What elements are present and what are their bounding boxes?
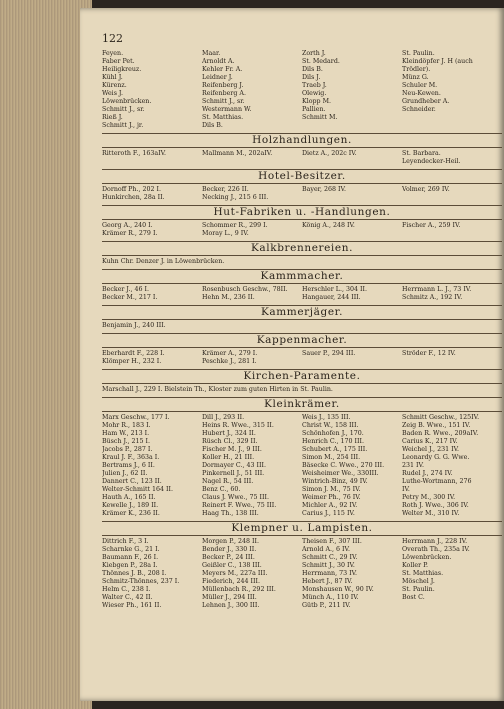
directory-row <box>102 186 502 194</box>
directory-entry: Pinkernell J., 51 III. <box>202 470 265 477</box>
directory-entry: St. Barbara. <box>402 150 441 157</box>
directory-entry: Heins R. Wwe., 315 II. <box>202 422 274 429</box>
directory-entry: Dils B. <box>202 122 223 129</box>
directory-entry: Kleindöpfer J. H (auch <box>402 58 473 65</box>
directory-entry: Dornoff Ph., 202 I. <box>102 186 161 193</box>
directory-entry: Feyen. <box>102 50 124 57</box>
directory-entry <box>402 194 502 202</box>
directory-entry: Geißler C., 138 III. <box>202 562 262 569</box>
directory-entry: Claus J. Wwe., 75 III. <box>202 494 269 501</box>
directory-entry: Theisen F., 307 III. <box>302 538 362 545</box>
section-note: Kuhn Chr. Denzer J. in Löwenbrücken. <box>102 258 225 265</box>
directory-entry: Georg A., 240 I. <box>102 222 153 229</box>
directory-row <box>102 158 502 166</box>
directory-row <box>102 286 502 294</box>
section-divider <box>102 283 502 284</box>
directory-entry: Grundheber A. <box>402 98 450 105</box>
directory-entry: Becker M., 217 I. <box>102 294 158 301</box>
directory-entry: Krämer A., 279 I. <box>202 350 258 357</box>
directory-entry: Benz C., 60. <box>202 486 241 493</box>
directory-row <box>102 586 502 594</box>
directory-entry <box>302 322 402 330</box>
directory-entry: Weis J., 135 III. <box>302 414 351 421</box>
directory-entry: Dannert C., 123 II. <box>102 478 162 485</box>
directory-entry: St. Matthias. <box>202 114 244 121</box>
directory-entry: Löwenbrücken. <box>102 98 152 105</box>
directory-entry: Schmitt J., sr. <box>202 98 245 105</box>
directory-row <box>102 494 502 502</box>
directory-entry: Hehn M., 236 II. <box>202 294 255 301</box>
directory-entry: Schmitz A., 192 IV. <box>402 294 463 301</box>
directory-entry: Bender J., 330 II. <box>202 546 257 553</box>
directory-entry <box>402 322 502 330</box>
directory-entry: Schmitt J., 30 IV. <box>302 562 355 569</box>
section-title-kalkbrennereien: Kalkbrennereien. <box>250 242 354 254</box>
directory-entry: St. Matthias. <box>402 570 444 577</box>
directory-row <box>102 546 502 554</box>
section-divider <box>102 183 502 184</box>
directory-entry <box>302 158 402 166</box>
directory-row <box>102 74 502 82</box>
directory-row <box>102 486 502 494</box>
directory-entry: Westermann W. <box>202 106 252 113</box>
directory-entry: Nagel R., 54 III. <box>202 478 254 485</box>
directory-entry: Kewelle J., 189 II. <box>102 502 159 509</box>
directory-entry: Roth J. Wwe., 306 IV. <box>402 502 469 509</box>
directory-entry: Becker, 226 II. <box>202 186 249 193</box>
directory-row <box>102 554 502 562</box>
directory-entry: Monshausen W., 90 IV. <box>302 586 374 593</box>
section-title-kleinkr-mer: Kleinkrämer. <box>264 398 340 410</box>
directory-entry: Gütb P., 211 IV. <box>302 602 351 609</box>
directory-entry: Heiligkreuz. <box>102 66 142 73</box>
section-divider <box>102 411 502 412</box>
directory-entry: Faber Pet. <box>102 58 135 65</box>
directory-row <box>102 438 502 446</box>
directory-entry: Krämer K., 236 II. <box>102 510 160 517</box>
directory-entry <box>202 158 302 166</box>
directory-row <box>102 222 502 230</box>
section-title-klempner-u-lampisten: Klempner u. Lampisten. <box>231 522 373 534</box>
directory-row <box>102 114 502 122</box>
section-title-kirchen-paramente: Kirchen-Paramente. <box>243 370 361 382</box>
directory-entry: Fischer M. J., 9 III. <box>202 446 262 453</box>
section-title-holzhandlungen: Holzhandlungen. <box>252 134 352 146</box>
section-divider <box>102 383 502 384</box>
directory-entry <box>302 230 402 238</box>
directory-row <box>102 294 502 302</box>
directory-entry: Klopp M. <box>302 98 332 105</box>
directory-entry: Henrich C., 170 III. <box>302 438 364 445</box>
directory-entry: Rieß J. <box>102 114 123 121</box>
directory-row <box>102 454 502 462</box>
directory-entry: Lehnen J., 300 III. <box>202 602 260 609</box>
directory-entry: Olewig. <box>302 90 327 97</box>
directory-entry: Leyendecker-Heil. <box>402 158 461 165</box>
directory-entry: Möschel J. <box>402 578 435 585</box>
directory-entry: Neu-Kewen. <box>402 90 441 97</box>
directory-entry: Hangauer, 244 III. <box>302 294 361 301</box>
directory-entry: Mohr R., 183 I. <box>102 422 151 429</box>
directory-row <box>102 150 502 158</box>
directory-row <box>102 350 502 358</box>
directory-entry: Koller H., 21 III. <box>202 454 255 461</box>
directory-entry: Christ W., 158 III. <box>302 422 359 429</box>
directory-entry: Meyers M., 227a III. <box>202 570 268 577</box>
directory-entry: Zeig B. Wwe., 151 IV. <box>402 422 471 429</box>
directory-row <box>102 470 502 478</box>
directory-entry <box>302 122 402 130</box>
directory-entry: Kehler Fr. A. <box>202 66 243 73</box>
directory-entry: Thönnes J. B., 208 I. <box>102 570 167 577</box>
directory-entry: St. Paulin. <box>402 586 435 593</box>
directory-entry: Leidner J. <box>202 74 233 81</box>
directory-entry: Leonardy G. G. Wwe. <box>402 454 470 461</box>
section-divider <box>102 219 502 220</box>
directory-entry: Schubert A., 175 III. <box>302 446 368 453</box>
directory-entry: Ströder F., 12 IV. <box>402 350 456 357</box>
directory-entry: Bost C. <box>402 594 425 601</box>
directory-entry: Hunkirchen, 28a II. <box>102 194 165 201</box>
directory-entry: Herrmann, 73 IV. <box>302 570 358 577</box>
directory-entry <box>102 158 202 166</box>
directory-entry: Schmitt M. <box>302 114 338 121</box>
directory-row <box>102 50 502 58</box>
directory-entry: Dittrich F., 3 I. <box>102 538 149 545</box>
directory-entry: Eberhardt F., 228 I. <box>102 350 165 357</box>
page-number: 122 <box>102 32 123 45</box>
page-edges <box>0 0 92 709</box>
directory-entry: Klömper H., 232 I. <box>102 358 162 365</box>
directory-entry: 231 IV. <box>402 462 424 469</box>
directory-entry: Schmitt Geschw., 125IV. <box>402 414 480 421</box>
directory-entry: Baden R. Wwe., 209aIV. <box>402 430 479 437</box>
directory-row <box>102 462 502 470</box>
section-title-kappenmacher: Kappenmacher. <box>256 334 348 346</box>
directory-entry: Löwenbrücken. <box>402 554 452 561</box>
directory-entry <box>302 194 402 202</box>
directory-row <box>102 66 502 74</box>
directory-entry: Schmitt J., jr. <box>102 122 144 129</box>
directory-entry: Büsch J., 215 I. <box>102 438 151 445</box>
directory-entry: Wieser Ph., 161 II. <box>102 602 162 609</box>
directory-entry: Koller P. <box>402 562 429 569</box>
directory-entry: König A., 248 IV. <box>302 222 355 229</box>
directory-entry: Weimer Ph., 76 IV. <box>302 494 361 501</box>
directory-entry: Walter C., 42 II. <box>102 594 153 601</box>
directory-row <box>102 122 502 130</box>
directory-entry: Bertrams J., 6 II. <box>102 462 155 469</box>
directory-row <box>102 478 502 486</box>
directory-entry: Schuler M. <box>402 82 438 89</box>
directory-entry: Krämer R., 279 I. <box>102 230 158 237</box>
directory-entry: Bäsecke C. Wwe., 270 III. <box>302 462 385 469</box>
directory-row <box>102 578 502 586</box>
directory-entry: Schönhofen J., 170. <box>302 430 364 437</box>
directory-entry: Luthe-Wortmann, 276 <box>402 478 472 485</box>
directory-entry: Necking J., 215 6 III. <box>202 194 269 201</box>
section-divider <box>102 535 502 536</box>
directory-row <box>102 358 502 366</box>
directory-entry: Kühl J. <box>102 74 123 81</box>
directory-entry <box>402 230 502 238</box>
directory-entry: Moray L., 9 IV. <box>202 230 249 237</box>
section-divider <box>102 255 502 256</box>
directory-entry: Müller J., 294 III. <box>202 594 257 601</box>
directory-entry: Welter-Schmitt 164 II. <box>102 486 174 493</box>
directory-entry: Becker P., 24 III. <box>202 554 255 561</box>
directory-entry: Haag Th., 138 III. <box>202 510 259 517</box>
directory-entry: Dietz A., 202c IV. <box>302 150 357 157</box>
directory-entry: Overath Th., 235a IV. <box>402 546 470 553</box>
directory-entry: Pallien. <box>302 106 326 113</box>
directory-entry: Weis J. <box>102 90 123 97</box>
directory-entry: Kraul J. F., 363a I. <box>102 454 160 461</box>
directory-entry: Morgen P., 248 II. <box>202 538 260 545</box>
directory-entry: Hubert J., 324 II. <box>202 430 256 437</box>
directory-entry: Arnoldt A. <box>202 58 235 65</box>
directory-entry: Carius K., 217 IV. <box>402 438 458 445</box>
directory-entry: Fischer A., 259 IV. <box>402 222 461 229</box>
directory-entry: Weichel J., 231 IV. <box>402 446 460 453</box>
directory-entry: Ritteroth F., 163aIV. <box>102 150 167 157</box>
directory-entry: Peschke J., 281 I. <box>202 358 257 365</box>
directory-entry: Maar. <box>202 50 221 57</box>
directory-entry: Schneider. <box>402 106 436 113</box>
directory-entry: Herschler L., 304 II. <box>302 286 367 293</box>
directory-entry: Dils B. <box>302 66 323 73</box>
directory-page <box>80 8 504 701</box>
directory-entry: Wintrich-Binz, 49 IV. <box>302 478 368 485</box>
section-title-kammerj-ger: Kammerjäger. <box>260 306 344 318</box>
directory-row <box>102 570 502 578</box>
directory-entry: Becker J., 46 I. <box>102 286 149 293</box>
directory-entry: Dils J. <box>302 74 321 81</box>
directory-entry <box>402 358 502 366</box>
directory-entry: Ham W., 213 I. <box>102 430 150 437</box>
directory-entry: Müllenbach R., 292 III. <box>202 586 276 593</box>
directory-entry <box>402 122 502 130</box>
directory-entry: Hebert J., 87 IV. <box>302 578 353 585</box>
directory-row <box>102 510 502 518</box>
directory-row <box>102 98 502 106</box>
directory-entry: IV. <box>402 486 410 493</box>
section-title-hut-fabriken-u-handlungen: Hut-Fabriken u. -Handlungen. <box>213 206 391 218</box>
directory-row <box>102 446 502 454</box>
directory-row <box>102 58 502 66</box>
section-divider <box>102 319 502 320</box>
directory-row <box>102 194 502 202</box>
directory-row <box>102 502 502 510</box>
directory-row <box>102 562 502 570</box>
directory-entry: Traeb J. <box>302 82 327 89</box>
directory-entry: Carius J., 115 IV. <box>302 510 355 517</box>
directory-row <box>102 414 502 422</box>
directory-entry: Michler A., 92 IV. <box>302 502 358 509</box>
directory-entry: Hauth A., 165 II. <box>102 494 156 501</box>
directory-entry: Trödler). <box>402 66 431 73</box>
section-title-kammmacher: Kammmacher. <box>260 270 344 282</box>
directory-entry: Benjamin J., 240 III. <box>102 322 166 329</box>
directory-entry <box>402 114 502 122</box>
directory-entry: Münz G. <box>402 74 429 81</box>
directory-entry: Julien J., 62 II. <box>102 470 148 477</box>
directory-row <box>102 82 502 90</box>
directory-entry: Weisheimer We., 330III. <box>302 470 379 477</box>
directory-entry: Münch A., 110 IV. <box>302 594 359 601</box>
directory-row <box>102 422 502 430</box>
directory-entry: Simon M., 254 III. <box>302 454 361 461</box>
directory-entry: Sauer P., 294 III. <box>302 350 356 357</box>
directory-entry: Rudel J., 274 IV. <box>402 470 453 477</box>
directory-entry: Volmer, 269 IV. <box>402 186 450 193</box>
directory-entry: Schmitt C., 29 IV. <box>302 554 358 561</box>
directory-entry: Reifenberg A. <box>202 90 246 97</box>
directory-entry: Dill J., 293 II. <box>202 414 245 421</box>
directory-entry: St. Medard. <box>302 58 340 65</box>
directory-entry: Jacobs P., 287 I. <box>102 446 153 453</box>
directory-row <box>102 106 502 114</box>
section-divider <box>102 147 502 148</box>
directory-entry: Baumann F., 26 I. <box>102 554 159 561</box>
directory-entry: Bayer, 268 IV. <box>302 186 346 193</box>
directory-row <box>102 594 502 602</box>
directory-row <box>102 538 502 546</box>
directory-entry: St. Paulin. <box>402 50 435 57</box>
directory-entry: Helm C., 238 I. <box>102 586 151 593</box>
directory-entry: Simon J. M., 75 IV. <box>302 486 361 493</box>
section-divider <box>102 347 502 348</box>
directory-entry: Schommer R., 299 I. <box>202 222 268 229</box>
directory-entry: Reifenberg J. <box>202 82 244 89</box>
directory-entry <box>302 358 402 366</box>
directory-entry: Kiebgen P., 28a I. <box>102 562 158 569</box>
directory-row <box>102 430 502 438</box>
directory-entry: Scharnke G., 21 I. <box>102 546 160 553</box>
directory-entry: Zorth J. <box>302 50 326 57</box>
directory-entry: Marx Geschw., 177 I. <box>102 414 170 421</box>
directory-entry <box>202 322 302 330</box>
directory-entry: Welter M., 310 IV. <box>402 510 460 517</box>
directory-entry: Rüsch Cl., 329 II. <box>202 438 258 445</box>
directory-entry: Schmitz-Thönnes, 237 I. <box>102 578 180 585</box>
directory-row <box>102 230 502 238</box>
directory-entry: Schmitt J., sr. <box>102 106 145 113</box>
directory-entry: Kürenz. <box>102 82 127 89</box>
directory-entry: Reinert F. Wwe., 75 III. <box>202 502 277 509</box>
directory-row <box>102 90 502 98</box>
directory-row <box>102 602 502 610</box>
directory-entry: Petry M., 300 IV. <box>402 494 456 501</box>
directory-row <box>102 322 502 330</box>
directory-entry: Herrmann L. J., 73 IV. <box>402 286 472 293</box>
directory-entry: Rosenbusch Geschw., 78II. <box>202 286 288 293</box>
directory-entry: Herrmann J., 228 IV. <box>402 538 468 545</box>
section-note: Marschall J., 229 I. Bielstein Th., Kloster zum guten Hirten in St. Paulin. <box>102 386 333 393</box>
section-title-hotel-besitzer: Hotel-Besitzer. <box>258 170 346 182</box>
directory-entry <box>402 602 502 610</box>
directory-entry: Dormayer C., 43 III. <box>202 462 266 469</box>
directory-entry: Fiederich, 244 III. <box>202 578 260 585</box>
directory-entry: Mallmann M., 202aIV. <box>202 150 273 157</box>
directory-entry: Arnold A., 6 IV. <box>302 546 350 553</box>
